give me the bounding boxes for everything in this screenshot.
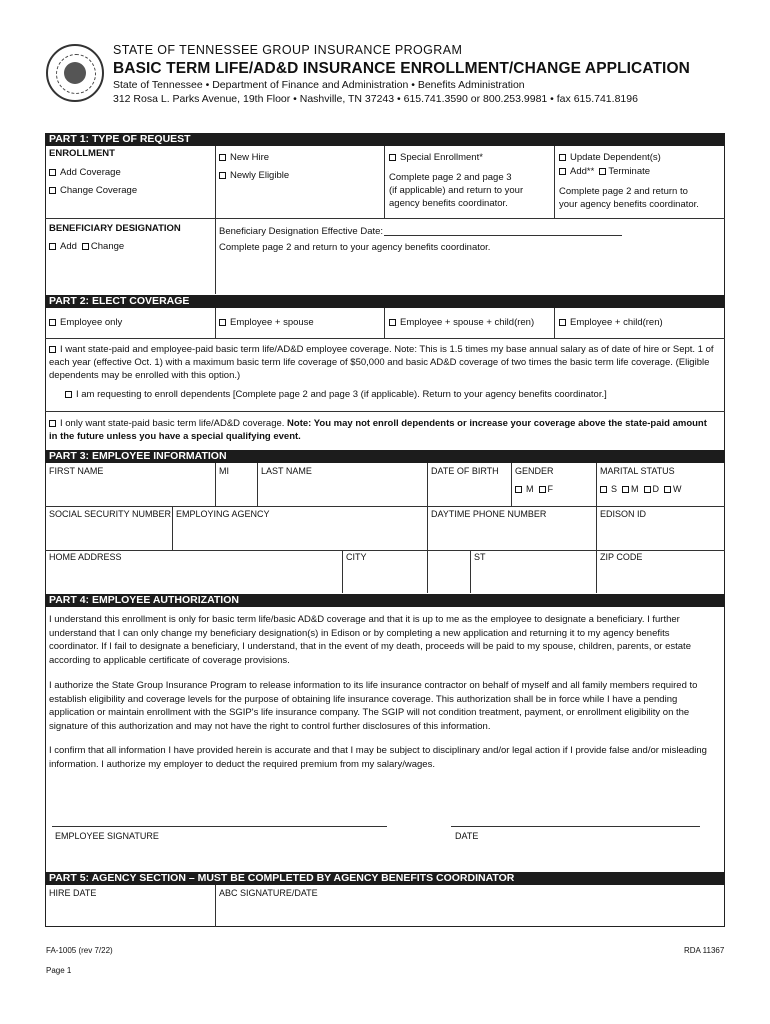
- phone-label: DAYTIME PHONE NUMBER: [431, 509, 547, 519]
- mi-label: MI: [219, 466, 229, 476]
- add-dependent-checkbox[interactable]: [559, 168, 566, 175]
- part2-header: PART 2: ELECT COVERAGE: [45, 295, 725, 308]
- marital-m-checkbox[interactable]: [622, 486, 629, 493]
- form-number: FA-1005 (rev 7/22): [46, 946, 113, 955]
- abc-signature-label: ABC SIGNATURE/DATE: [219, 888, 318, 898]
- ssn-label: SOCIAL SECURITY NUMBER: [49, 509, 172, 519]
- tennessee-state-seal: [46, 44, 104, 102]
- part3-header: PART 3: EMPLOYEE INFORMATION: [45, 450, 725, 463]
- update-note-2: your agency benefits coordinator.: [559, 199, 699, 210]
- employing-agency-label: EMPLOYING AGENCY: [176, 509, 270, 519]
- first-name-label: FIRST NAME: [49, 466, 104, 476]
- marital-label: MARITAL STATUS: [600, 466, 675, 476]
- state-and-employee-paid-checkbox[interactable]: [49, 346, 56, 353]
- enroll-dependents-checkbox[interactable]: [65, 391, 72, 398]
- edison-id-label: EDISON ID: [600, 509, 647, 519]
- authorization-paragraph-1: I understand this enrollment is only for basic term life/basic AD&D coverage and that it is up to me as the employee to designate a beneficiary. I further understand that I can only change my beneficiary designation(s) in Edison or by completing a new application and returning it to my agency benefits coordinator. If I fail to designate a beneficiary, I understand, that in the event of my death, proceeds will be paid to my spouse, children, parents, or estate according to applicable certificate of coverage provisions.: [49, 614, 691, 666]
- agency-title: STATE OF TENNESSEE GROUP INSURANCE PROGRAM: [113, 43, 463, 57]
- terminate-checkbox[interactable]: [599, 168, 606, 175]
- part5-header: PART 5: AGENCY SECTION – MUST BE COMPLETED BY AGENCY BENEFITS COORDINATOR: [45, 872, 725, 885]
- newly-eligible-option[interactable]: Newly Eligible: [219, 170, 289, 182]
- dob-label: DATE OF BIRTH: [431, 466, 499, 476]
- employee-signature-label: EMPLOYEE SIGNATURE: [55, 831, 159, 841]
- new-hire-option[interactable]: New Hire: [219, 152, 269, 164]
- update-dependents-checkbox[interactable]: [559, 154, 566, 161]
- zip-code-label: ZIP CODE: [600, 552, 643, 562]
- marital-options[interactable]: S M D W: [600, 484, 682, 495]
- employee-children-checkbox[interactable]: [559, 319, 566, 326]
- special-note-3: agency benefits coordinator.: [389, 198, 508, 209]
- ben-note: Complete page 2 and return to your agency benefits coordinator.: [219, 242, 491, 253]
- special-note-1: Complete page 2 and page 3: [389, 172, 512, 183]
- special-enrollment-option[interactable]: Special Enrollment*: [389, 152, 483, 164]
- last-name-label: LAST NAME: [261, 466, 312, 476]
- newly-eligible-checkbox[interactable]: [219, 172, 226, 179]
- ben-add-checkbox[interactable]: [49, 243, 56, 250]
- marital-s-checkbox[interactable]: [600, 486, 607, 493]
- employee-only-option[interactable]: Employee only: [49, 317, 122, 329]
- gender-options[interactable]: M F: [515, 484, 553, 495]
- page-number: Page 1: [46, 966, 72, 975]
- change-coverage-option[interactable]: Change Coverage: [49, 185, 137, 197]
- hire-date-label: HIRE DATE: [49, 888, 97, 898]
- city-label: CITY: [346, 552, 367, 562]
- enrollment-label: ENROLLMENT: [49, 148, 115, 159]
- add-coverage-option[interactable]: Add Coverage: [49, 167, 121, 179]
- home-address-label: HOME ADDRESS: [49, 552, 122, 562]
- want-line-2: each year (effective Oct. 1) with a maximum basic term life coverage of $50,000 and basic AD&D coverage of two times the basic term life coverage. (Eligible: [49, 357, 710, 368]
- employee-only-checkbox[interactable]: [49, 319, 56, 326]
- beneficiary-options[interactable]: Add Change: [49, 241, 124, 253]
- marital-w-checkbox[interactable]: [664, 486, 671, 493]
- date-label: DATE: [455, 831, 479, 841]
- authorization-paragraph-3: I confirm that all information I have provided herein is accurate and that I may be subject to disciplinary and/or legal action if I provide false and/or misleading information. I authorize my employer to deduct the required premium from my salary/wages.: [49, 745, 707, 770]
- employee-spouse-children-option[interactable]: Employee + spouse + child(ren): [389, 317, 534, 329]
- ben-effective-label: Beneficiary Designation Effective Date:: [219, 226, 384, 237]
- employee-children-option[interactable]: Employee + child(ren): [559, 317, 663, 329]
- authorization-paragraph-2: I authorize the State Group Insurance Program to release information to its life insurance contractor on behalf of myself and all family members required to establish eligibility and coverage levels for the purpose of obtaining life insurance coverage. This authorization shall be in force while I have a pending application or maintain enrollment with the SGIP's life insurance company. The SGIP will not condition treatment, payment, or enrollment eligibility on the signature of this authorization and may not have the right to control further disclosures of this information.: [49, 680, 698, 732]
- add-dependent-option[interactable]: Add** Terminate: [559, 166, 650, 178]
- update-note-1: Complete page 2 and return to: [559, 186, 688, 197]
- special-enrollment-checkbox[interactable]: [389, 154, 396, 161]
- marital-d-checkbox[interactable]: [644, 486, 651, 493]
- new-hire-checkbox[interactable]: [219, 154, 226, 161]
- form-title: BASIC TERM LIFE/AD&D INSURANCE ENROLLMENT/CHANGE APPLICATION: [113, 60, 690, 77]
- update-dependents-option[interactable]: Update Dependent(s): [559, 152, 661, 164]
- employee-spouse-children-checkbox[interactable]: [389, 319, 396, 326]
- state-label: ST: [474, 552, 486, 562]
- gender-label: GENDER: [515, 466, 554, 476]
- ben-effective-date-line[interactable]: [384, 235, 622, 236]
- employee-spouse-option[interactable]: Employee + spouse: [219, 317, 314, 329]
- employee-signature-line[interactable]: [52, 826, 387, 827]
- rda-number: RDA 11367: [684, 946, 725, 955]
- part4-header: PART 4: EMPLOYEE AUTHORIZATION: [45, 594, 725, 607]
- only-line-2: in the future unless you have a special qualifying event.: [49, 431, 301, 442]
- state-and-employee-paid-option[interactable]: I want state-paid and employee-paid basic term life/AD&D employee coverage. Note: This is 1.5 times my base annual salary as of date of hire or Sept. 1 of: [49, 344, 714, 356]
- ben-change-checkbox[interactable]: [82, 243, 89, 250]
- change-coverage-checkbox[interactable]: [49, 187, 56, 194]
- employee-spouse-checkbox[interactable]: [219, 319, 226, 326]
- address-line: 312 Rosa L. Parks Avenue, 19th Floor • Nashville, TN 37243 • 615.741.3590 or 800.253.9981 • fax 615.741.8196: [113, 93, 638, 105]
- want-line-3: dependents may be enrolled with this option.): [49, 370, 241, 381]
- add-coverage-checkbox[interactable]: [49, 169, 56, 176]
- gender-m-checkbox[interactable]: [515, 486, 522, 493]
- part1-header: PART 1: TYPE OF REQUEST: [45, 133, 725, 146]
- dept-line: State of Tennessee • Department of Finance and Administration • Benefits Administration: [113, 79, 525, 91]
- special-note-2: (if applicable) and return to your: [389, 185, 524, 196]
- enroll-dependents-option[interactable]: I am requesting to enroll dependents [Complete page 2 and page 3 (if applicable). Return to your agency benefits coordinator.]: [65, 389, 607, 401]
- gender-f-checkbox[interactable]: [539, 486, 546, 493]
- date-line[interactable]: [451, 826, 700, 827]
- state-paid-only-option[interactable]: I only want state-paid basic term life/AD&D coverage. Note: You may not enroll dependents or increase your coverage above the state-paid amount: [49, 418, 707, 430]
- beneficiary-label: BENEFICIARY DESIGNATION: [49, 223, 181, 234]
- state-paid-only-checkbox[interactable]: [49, 420, 56, 427]
